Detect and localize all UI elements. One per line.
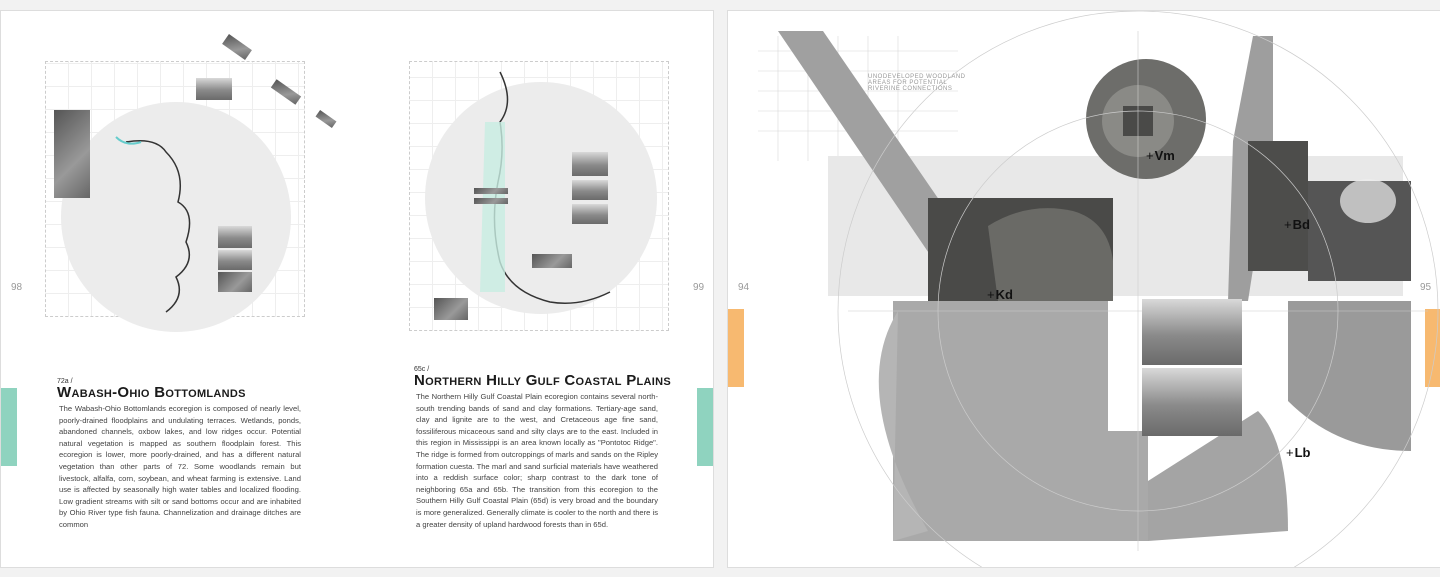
site-map — [728, 11, 1440, 567]
photo-small-1 — [434, 298, 468, 320]
label-lb: +Lb — [1286, 445, 1311, 460]
photo-field-6 — [572, 204, 608, 224]
photo-bar-1 — [474, 188, 508, 194]
photo-field-4 — [572, 152, 608, 176]
photo-tilted-3 — [316, 110, 337, 128]
left-spread — [0, 10, 714, 568]
section-b-code: 65c / — [414, 366, 430, 373]
river-line — [410, 62, 668, 330]
page-number-94: 94 — [738, 282, 750, 293]
section-b-body: The Northern Hilly Gulf Coastal Plain ecoregion contains several north-south trending bands of sand and clay formations. Tertiary-age sand, clay and lignite are to the west, and Cretaceous age fine sand, fossiliferous micaceous sand and silty clays are to the east. Included in this region in Mississippi is an area known locally as "Pontotoc Ridge". The ridge is formed from outcroppings of marls and sands on the Ripley formation cuesta. The marl and sand surficial materials have weathered into a reddish surface color; sharp contrast to the dark tone of neighboring 65a and 65b. The transition from this ecoregion to the Southern Hilly Gulf Coastal Plain (65d) is very broad and the boundary is more generalized. Generally climate is cooler to the north and there is a greater density of upland hardwood forests than in 65d. — [416, 392, 658, 529]
page-number-98: 98 — [11, 282, 23, 293]
photo-bar-2 — [474, 198, 508, 204]
label-bd: +Bd — [1284, 217, 1310, 232]
right-spread — [727, 10, 1440, 568]
photo-bar-3 — [532, 254, 572, 268]
center-tab-marker — [697, 388, 713, 466]
section-b-title: Northern Hilly Gulf Coastal Plains — [414, 372, 672, 389]
section-a-title: Wabash-Ohio Bottomlands — [57, 384, 246, 401]
photo-riprap — [1142, 368, 1242, 436]
photo-field-3 — [218, 272, 252, 292]
label-vm: +Vm — [1146, 148, 1175, 163]
section-a-body: The Wabash-Ohio Bottomlands ecoregion is composed of nearly level, poorly-drained floodplains and undulating terraces. Wetlands, ponds, abandoned channels, oxbow lakes, and low ridges occur. Potential natural vegetation is mapped as southern floodplain forest. This ecoregion is lower, more poorly-drained, and has a different natural vegetation than other parts of 72. Some woodlands remain but livestock, alfalfa, corn, soybean, and wheat farming is extensive. Land use is affected by seasonally high water tables and localized flooding. Low gradient streams with silt or sand bottoms occur and are inhabited by Ohio River type fish fauna. Channelization and drainage ditches are common — [59, 404, 301, 529]
photo-field-1 — [218, 226, 252, 248]
photo-oxbow-aerial — [54, 110, 90, 198]
photo-field-5 — [572, 180, 608, 200]
photo-field-2 — [218, 250, 252, 270]
northern-hilly-map-figure — [409, 61, 669, 331]
page-number-99: 99 — [693, 282, 705, 293]
page-number-95: 95 — [1420, 282, 1432, 293]
left-tab-marker — [1, 388, 17, 466]
wabash-ohio-map-figure — [45, 61, 305, 317]
section-a-code: 72a / — [57, 378, 73, 385]
photo-tilted-1 — [222, 34, 252, 60]
photo-landscape-top — [196, 78, 232, 100]
woodland-annotation: UNODEVELOPED WOODLAND AREAS FOR POTENTIAL RIVERINE CONNECTIONS — [868, 74, 966, 92]
photo-dam — [1142, 299, 1242, 365]
label-kd: +Kd — [987, 287, 1013, 302]
